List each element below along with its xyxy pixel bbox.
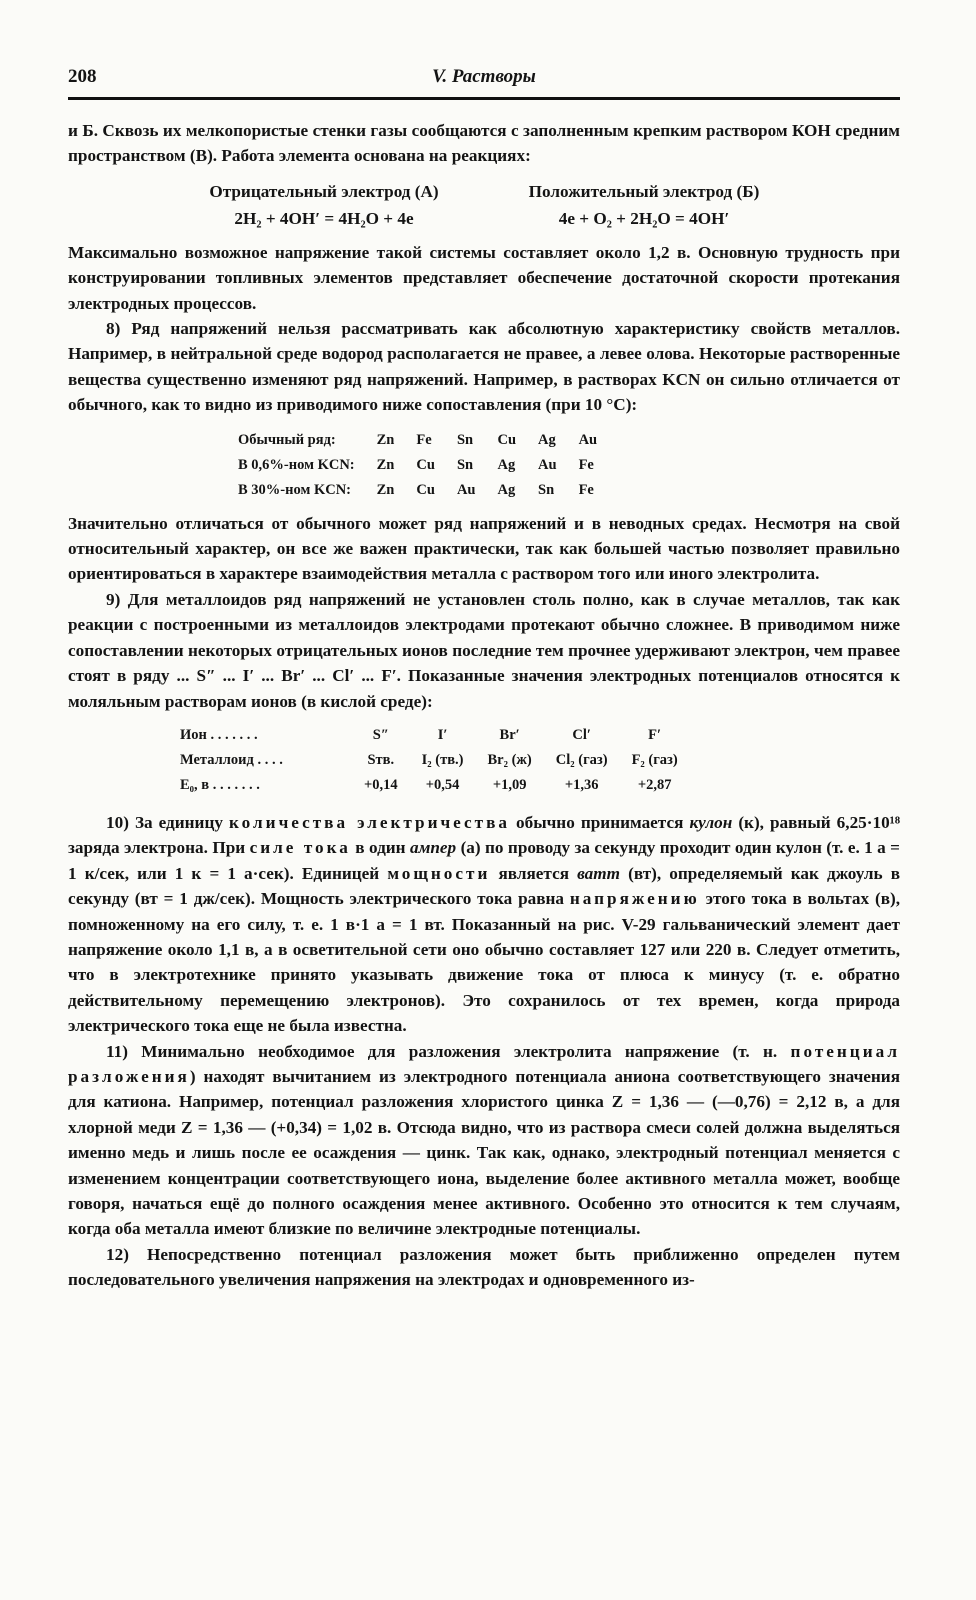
text-run: ) находят вычитанием из электродного потенциала аниона соответствующего значения для катиона. Например, потенциал разложения хлористого цинка Z = 1,36 — (—0,76) = 2,12 в, а для хлорной меди Z = 1,36 — (+0,34) = 1,02 в. Отсюда видно, что из раствора смеси солей должна выделяться именно медь и лишь после ее осаждения — цинк. Так как, однако, электродный потенциал меняется с изменением концентрации соответствующего иона, выделение более активного металла может, вообще говоря, начаться ещё до полного осаждения менее активного. Особенно это относится к тем случаям, когда оба металла имеют близкие по величине электродные потенциалы.	[68, 1066, 900, 1239]
text-run: является	[490, 863, 578, 883]
table-cell: Zn	[376, 481, 395, 498]
table-row	[180, 773, 690, 798]
text-run: в один	[350, 838, 410, 858]
table-row	[238, 478, 608, 503]
table-cell: Br₂ (ж)	[487, 751, 532, 768]
table-cell: Cu	[416, 481, 435, 498]
table-cell: +1,09	[492, 776, 527, 793]
table-cell: Au	[456, 481, 476, 498]
text-run: 10) За единицу	[106, 812, 229, 832]
spaced-term: силе тока	[249, 838, 351, 858]
paragraph-note-9: 9) Для металлоидов ряд напряжений не установлен столь полно, как в случае металлов, так как реакции с построенными из металлоидов электродами протекают обычно сложнее. В приводимом ниже сопоставлении некоторых отрицательных ионов последние тем прочнее удерживают электрон, чем правее стоят в ряду ... S″ ... I′ ... Br′ ... Cl′ ... F′. Показанные значения электродных потенциалов относятся к моляльным растворам ионов (в кислой среде):	[68, 589, 900, 711]
positive-electrode-title: Положительный электрод (Б)	[528, 181, 760, 201]
table-cell: +2,87	[637, 776, 672, 793]
table-cell: Sn	[456, 431, 474, 448]
table-cell: Sn	[456, 456, 474, 473]
table-cell: Cu	[497, 431, 517, 448]
table-cell: Cu	[416, 456, 435, 473]
table-cell: F′	[648, 726, 662, 743]
table-cell: +1,36	[564, 776, 599, 793]
paragraph-voltage: Максимально возможное напряжение такой системы составляет около 1,2 в. Основную трудность при конструировании топливных элементов представляет обеспечение достаточной скорости протекания электродных процессов.	[68, 242, 900, 313]
positive-electrode-equation: 4e + O₂ + 2H₂O = 4OH′	[558, 208, 730, 228]
voltage-series-table	[238, 428, 608, 503]
spaced-term: потенциал разложения	[68, 1041, 900, 1086]
page-header	[68, 66, 900, 96]
paragraph-intro: и Б. Сквозь их мелкопористые стенки газы сообщаются с заполненным крепким раствором КОН средним пространством (В). Работа элемента основана на реакциях:	[68, 121, 900, 166]
table-cell: Обычный ряд:	[238, 431, 336, 448]
table-cell: Fe	[416, 431, 432, 448]
page-number: 208	[68, 66, 97, 87]
table-cell: Sтв.	[367, 751, 395, 768]
table-cell: Cl′	[572, 726, 591, 743]
running-title: V. Растворы	[432, 66, 536, 87]
italic-term: кулон	[689, 812, 733, 832]
table-row	[180, 723, 690, 748]
text-run: (вт), определяемый как джоуль в секунду (вт = 1 дж/сек). Мощность электрического тока равна	[68, 863, 900, 909]
table-cell: Ag	[497, 456, 516, 473]
text-run: обычно принимается	[509, 812, 690, 832]
table-cell: +0,54	[425, 776, 460, 793]
table-cell: Ион . . . . . . .	[180, 726, 258, 743]
negative-electrode-title: Отрицательный электрод (А)	[209, 181, 439, 201]
header-rule	[68, 97, 900, 100]
italic-term: ватт	[577, 863, 621, 883]
table-cell: В 30%-ном KCN:	[238, 481, 352, 498]
table-cell: Ag	[497, 481, 516, 498]
table-cell: Металлоид . . . .	[180, 751, 283, 768]
text-run: (к), равный 6,25·10¹⁸ заряда электрона. При	[68, 812, 900, 858]
text-run: (а) по проводу за секунду проходит один кулон (т. е. 1 а = 1 к/сек, или 1 к = 1 а·сек). Единицей	[68, 838, 900, 883]
paragraph-note-8: 8) Ряд напряжений нельзя рассматривать как абсолютную характеристику свойств металлов. Например, в нейтральной среде водород располагается не правее, а левее олова. Некоторые растворенные вещества существенно изменяют ряд напряжений. Например, в растворах KCN он сильно отличается от обычного, как то видно из приводимого ниже сопоставления (при 10 °С):	[68, 319, 900, 415]
negative-electrode	[174, 178, 474, 232]
table-cell: Fe	[578, 481, 594, 498]
negative-electrode-equation: 2H₂ + 4OH′ = 4H₂O + 4e	[234, 208, 414, 228]
table-row	[238, 428, 608, 453]
table-cell: Au	[578, 431, 598, 448]
table-row	[180, 748, 690, 773]
table-row	[238, 453, 608, 478]
table-cell: Sn	[538, 481, 555, 498]
table-cell: F₂ (газ)	[631, 751, 678, 768]
spaced-term: количества электричества	[228, 812, 510, 832]
paragraph-note-12: 12) Непосредственно потенциал разложения может быть приближенно определен путем последовательного увеличения напряжения на электродах и одновременного из-	[68, 1244, 900, 1290]
table-cell: I₂ (тв.)	[421, 751, 464, 768]
positive-electrode	[494, 178, 794, 232]
table-cell: Fe	[578, 456, 594, 473]
paragraph-nonaqueous: Значительно отличаться от обычного может ряд напряжений и в неводных средах. Несмотря на свой относительный характер, он все же важен практически, так как большей частью позволяет правильно ориентироваться в характере взаимодействия металла с раствором того или иного электролита.	[68, 513, 900, 584]
spaced-term: напряжению	[569, 889, 700, 909]
ion-potential-table	[180, 723, 690, 798]
table-cell: S″	[372, 726, 389, 743]
text-run: 11) Минимально необходимое для разложения электролита напряжение (т. н.	[106, 1041, 791, 1061]
table-cell: Cl₂ (газ)	[555, 751, 608, 768]
page-body	[68, 118, 900, 1293]
table-cell: +0,14	[364, 776, 398, 793]
paragraph-note-10	[68, 810, 900, 1039]
table-cell: E₀, в . . . . . . .	[180, 776, 260, 793]
table-cell: I′	[437, 726, 448, 743]
table-cell: Zn	[376, 431, 395, 448]
table-cell: Au	[538, 456, 557, 473]
text-run: этого тока в вольтах (в), помноженному на его силу, т. е. 1 в·1 а = 1 вт. Показанный на рис. V-29 гальванический элемент дает напряжение около 1,1 в, а в осветительной сети оно обычно составляет 127 или 220 в. Следует отметить, что в электротехнике принято указывать движение тока от плюса к минусу (т. е. обратно действительному перемещению электронов). Это сохранилось от тех времен, когда природа электрического тока еще не была известна.	[68, 889, 900, 1036]
table-cell: В 0,6%-ном KCN:	[238, 456, 355, 473]
spaced-term: мощности	[387, 863, 491, 883]
table-cell: Br′	[499, 726, 520, 743]
table-cell: Zn	[376, 456, 395, 473]
italic-term: ампер	[410, 838, 457, 858]
table-cell: Ag	[538, 431, 556, 448]
paragraph-note-11	[68, 1039, 900, 1242]
electrode-reactions	[174, 178, 794, 232]
